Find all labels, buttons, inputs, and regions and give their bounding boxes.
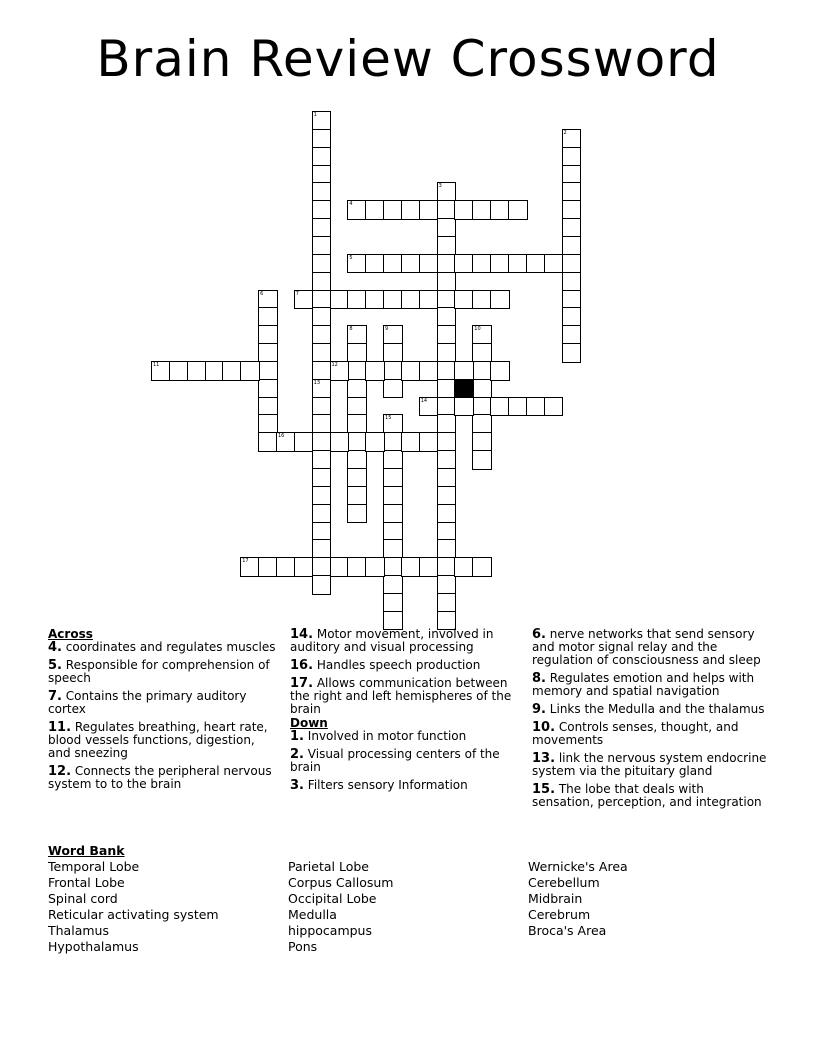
grid-cell[interactable]: [240, 557, 260, 577]
grid-cell[interactable]: [508, 254, 528, 274]
grid-cell[interactable]: [365, 290, 385, 310]
cell-number: 14: [420, 397, 428, 404]
grid-cell[interactable]: [347, 343, 367, 363]
clue-text: Controls senses, thought, and movements: [532, 720, 739, 747]
grid-cell[interactable]: [258, 325, 278, 345]
clue-text: Regulates emotion and helps with memory and spatial navigation: [532, 671, 755, 698]
grid-cell[interactable]: [419, 397, 439, 417]
grid-cell[interactable]: [312, 575, 332, 595]
grid-cell[interactable]: [401, 200, 421, 220]
clue-item: [532, 721, 768, 747]
clue-item: [290, 628, 520, 654]
grid-cell[interactable]: [401, 254, 421, 274]
grid-cell[interactable]: [258, 557, 278, 577]
grid-cell[interactable]: [383, 325, 403, 345]
grid-cell[interactable]: [454, 254, 474, 274]
grid-cell[interactable]: [562, 254, 582, 274]
grid-cell[interactable]: [562, 165, 582, 185]
grid-cell[interactable]: [419, 254, 439, 274]
grid-cell[interactable]: [437, 450, 457, 470]
grid-cell[interactable]: [437, 182, 457, 202]
grid-cell[interactable]: [437, 575, 457, 595]
clue-item: [532, 783, 768, 809]
grid-cell[interactable]: [454, 290, 474, 310]
clue-text: Filters sensory Information: [303, 778, 468, 792]
word-bank-column-2: [288, 859, 393, 955]
clue-text: Connects the peripheral nervous system to to the brain: [48, 764, 272, 791]
grid-cell[interactable]: [258, 414, 278, 434]
cell-number: 3: [438, 183, 442, 190]
black-square: [454, 379, 474, 399]
grid-cell[interactable]: [401, 557, 421, 577]
grid-cell[interactable]: [562, 343, 582, 363]
cell-number: 1: [313, 112, 317, 118]
grid-cell[interactable]: [419, 200, 439, 220]
grid-cell[interactable]: [151, 361, 171, 381]
grid-cell[interactable]: [472, 254, 492, 274]
grid-cell[interactable]: [383, 379, 403, 399]
grid-cell[interactable]: [330, 290, 350, 310]
grid-cell[interactable]: [312, 254, 332, 274]
word-bank-item: Temporal Lobe: [48, 859, 140, 874]
clue-item: [532, 672, 768, 698]
grid-cell[interactable]: [383, 539, 403, 559]
grid-cell[interactable]: [365, 432, 385, 452]
grid-cell[interactable]: [437, 468, 457, 488]
grid-cell[interactable]: [312, 468, 332, 488]
clue-number: 1.: [290, 729, 304, 744]
grid-cell[interactable]: [454, 361, 474, 381]
grid-cell[interactable]: [383, 432, 403, 452]
grid-cell[interactable]: [365, 200, 385, 220]
grid-cell[interactable]: [490, 254, 510, 274]
clue-text: The lobe that deals with sensation, perception, and integration: [532, 782, 762, 809]
clue-text: Regulates breathing, heart rate, blood vessels functions, digestion, and sneezing: [48, 720, 268, 760]
grid-cell[interactable]: [312, 522, 332, 542]
clue-item: [532, 703, 768, 716]
grid-cell[interactable]: [562, 182, 582, 202]
grid-cell[interactable]: [490, 397, 510, 417]
clue-number: 12.: [48, 764, 72, 779]
word-bank-item: Broca's Area: [528, 923, 607, 938]
grid-cell[interactable]: [562, 307, 582, 327]
grid-cell[interactable]: [437, 200, 457, 220]
word-bank-item: Medulla: [288, 907, 337, 922]
grid-cell[interactable]: [347, 397, 367, 417]
clue-number: 11.: [48, 720, 72, 735]
grid-cell[interactable]: [437, 379, 457, 399]
grid-cell[interactable]: [454, 397, 474, 417]
grid-cell[interactable]: [330, 361, 350, 381]
grid-cell[interactable]: [383, 343, 403, 363]
across-header: Across: [48, 627, 93, 641]
grid-cell[interactable]: [472, 557, 492, 577]
grid-cell[interactable]: [312, 361, 332, 381]
word-bank-item: Occipital Lobe: [288, 891, 377, 906]
cell-number: 6: [260, 290, 264, 297]
grid-cell[interactable]: [312, 182, 332, 202]
grid-cell[interactable]: [347, 432, 367, 452]
grid-cell[interactable]: [347, 557, 367, 577]
clue-number: 5.: [48, 658, 62, 673]
grid-cell[interactable]: [472, 361, 492, 381]
clues-column-1: [48, 628, 278, 796]
grid-cell[interactable]: [258, 307, 278, 327]
grid-cell[interactable]: [419, 361, 439, 381]
grid-cell[interactable]: [347, 325, 367, 345]
grid-cell[interactable]: [187, 361, 207, 381]
grid-cell[interactable]: [312, 307, 332, 327]
grid-cell[interactable]: [258, 343, 278, 363]
grid-cell[interactable]: [383, 290, 403, 310]
grid-cell[interactable]: [562, 272, 582, 292]
grid-cell[interactable]: [562, 325, 582, 345]
clue-number: 13.: [532, 751, 556, 766]
cell-number: 7: [295, 290, 299, 297]
word-bank-header: Word Bank: [48, 843, 125, 858]
grid-cell[interactable]: [312, 218, 332, 238]
grid-cell[interactable]: [205, 361, 225, 381]
grid-cell[interactable]: [437, 397, 457, 417]
clue-text: coordinates and regulates muscles: [61, 640, 276, 654]
grid-cell[interactable]: [472, 397, 492, 417]
grid-cell[interactable]: [437, 254, 457, 274]
clue-text: Responsible for comprehension of speech: [48, 658, 270, 685]
grid-cell[interactable]: [312, 111, 332, 131]
grid-cell[interactable]: [526, 254, 546, 274]
clue-number: 10.: [532, 720, 556, 735]
grid-cell[interactable]: [437, 290, 457, 310]
word-bank-item: Corpus Callosum: [288, 875, 394, 890]
grid-cell[interactable]: [419, 557, 439, 577]
grid-cell[interactable]: [294, 557, 314, 577]
word-bank-item: Parietal Lobe: [288, 859, 369, 874]
grid-cell[interactable]: [383, 486, 403, 506]
grid-cell[interactable]: [383, 450, 403, 470]
word-bank-item: Cerebellum: [528, 875, 600, 890]
clue-text: Motor movement, involved in auditory and visual processing: [290, 627, 494, 654]
grid-cell[interactable]: [437, 236, 457, 256]
word-bank-item: Wernicke's Area: [528, 859, 628, 874]
grid-cell[interactable]: [312, 165, 332, 185]
grid-cell[interactable]: [276, 432, 296, 452]
grid-cell[interactable]: [240, 361, 260, 381]
grid-cell[interactable]: [490, 290, 510, 310]
clue-item: [290, 677, 520, 716]
clue-item: [290, 730, 520, 743]
grid-cell[interactable]: [437, 307, 457, 327]
grid-cell[interactable]: [347, 414, 367, 434]
grid-cell[interactable]: [472, 432, 492, 452]
cell-number: 8: [349, 326, 353, 333]
grid-cell[interactable]: [276, 557, 296, 577]
grid-cell[interactable]: [347, 254, 367, 274]
clue-text: link the nervous system endocrine system via the pituitary gland: [532, 751, 767, 778]
word-bank-item: Frontal Lobe: [48, 875, 125, 890]
grid-cell[interactable]: [472, 379, 492, 399]
grid-cell[interactable]: [383, 414, 403, 434]
grid-cell[interactable]: [437, 361, 457, 381]
word-bank-item: Reticular activating system: [48, 907, 219, 922]
grid-cell[interactable]: [437, 325, 457, 345]
grid-cell[interactable]: [490, 200, 510, 220]
grid-cell[interactable]: [562, 129, 582, 149]
grid-cell[interactable]: [437, 539, 457, 559]
grid-cell[interactable]: [419, 432, 439, 452]
word-bank-item: Pons: [288, 939, 318, 954]
cell-number: 17: [242, 558, 249, 565]
cell-number: 15: [385, 415, 392, 422]
grid-cell[interactable]: [562, 218, 582, 238]
cell-number: 13: [313, 379, 321, 386]
clue-item: [48, 641, 278, 654]
grid-cell[interactable]: [312, 272, 332, 292]
clue-item: [48, 721, 278, 760]
grid-cell[interactable]: [312, 200, 332, 220]
grid-cell[interactable]: [365, 361, 385, 381]
grid-cell[interactable]: [437, 522, 457, 542]
word-bank-item: hippocampus: [288, 923, 372, 938]
grid-cell[interactable]: [312, 343, 332, 363]
grid-cell[interactable]: [312, 450, 332, 470]
grid-cell[interactable]: [294, 290, 314, 310]
grid-cell[interactable]: [472, 450, 492, 470]
clue-item: [532, 752, 768, 778]
grid-cell[interactable]: [330, 557, 350, 577]
cell-number: 10: [474, 326, 481, 333]
clue-item: [290, 779, 520, 792]
clue-number: 2.: [290, 747, 304, 762]
clue-item: [290, 748, 520, 774]
clue-text: Involved in motor function: [303, 729, 467, 743]
grid-cell[interactable]: [454, 557, 474, 577]
grid-cell[interactable]: [472, 290, 492, 310]
grid-cell[interactable]: [365, 254, 385, 274]
grid-cell[interactable]: [347, 486, 367, 506]
word-bank: [48, 843, 768, 859]
grid-cell[interactable]: [562, 290, 582, 310]
grid-cell[interactable]: [419, 290, 439, 310]
grid-cell[interactable]: [401, 432, 421, 452]
grid-cell[interactable]: [454, 200, 474, 220]
grid-cell[interactable]: [258, 432, 278, 452]
clue-number: 4.: [48, 640, 62, 655]
grid-cell[interactable]: [472, 200, 492, 220]
grid-cell[interactable]: [312, 504, 332, 524]
cell-number: 16: [277, 433, 285, 440]
grid-cell[interactable]: [222, 361, 242, 381]
grid-cell[interactable]: [312, 397, 332, 417]
grid-cell[interactable]: [383, 522, 403, 542]
grid-cell[interactable]: [312, 414, 332, 434]
grid-cell[interactable]: [347, 468, 367, 488]
cell-number: 11: [153, 361, 160, 368]
grid-cell[interactable]: [312, 539, 332, 559]
clue-text: Contains the primary auditory cortex: [48, 689, 247, 716]
clue-text: Allows communication between the right and left hemispheres of the brain: [290, 676, 512, 716]
grid-cell[interactable]: [508, 200, 528, 220]
grid-cell[interactable]: [401, 361, 421, 381]
grid-cell[interactable]: [312, 486, 332, 506]
grid-cell[interactable]: [258, 361, 278, 381]
grid-cell[interactable]: [312, 379, 332, 399]
grid-cell[interactable]: [347, 290, 367, 310]
grid-cell[interactable]: [401, 290, 421, 310]
word-bank-item: Cerebrum: [528, 907, 591, 922]
cell-number: 9: [385, 326, 389, 333]
grid-cell[interactable]: [562, 236, 582, 256]
grid-cell[interactable]: [526, 397, 546, 417]
page-title: Brain Review Crossword: [96, 30, 720, 88]
clue-number: 8.: [532, 671, 546, 686]
grid-cell[interactable]: [544, 397, 564, 417]
grid-cell[interactable]: [312, 325, 332, 345]
clue-number: 9.: [532, 702, 546, 717]
clue-item: [48, 659, 278, 685]
clue-number: 15.: [532, 782, 556, 797]
grid-cell[interactable]: [258, 397, 278, 417]
grid-cell[interactable]: [347, 450, 367, 470]
grid-cell[interactable]: [347, 379, 367, 399]
grid-cell[interactable]: [383, 361, 403, 381]
cell-number: 5: [349, 254, 353, 261]
clues-column-2: [290, 628, 520, 797]
clue-text: Links the Medulla and the thalamus: [545, 702, 765, 716]
word-bank-item: Hypothalamus: [48, 939, 139, 954]
grid-cell[interactable]: [472, 343, 492, 363]
grid-cell[interactable]: [437, 218, 457, 238]
clue-item: [532, 628, 768, 667]
grid-cell[interactable]: [347, 361, 367, 381]
clue-item: [48, 765, 278, 791]
grid-cell[interactable]: [437, 343, 457, 363]
grid-cell[interactable]: [437, 272, 457, 292]
clue-item: [290, 659, 520, 672]
grid-cell[interactable]: [312, 147, 332, 167]
word-bank-column-3: [528, 859, 628, 939]
grid-cell[interactable]: [472, 325, 492, 345]
grid-cell[interactable]: [312, 557, 332, 577]
clue-number: 3.: [290, 778, 304, 793]
grid-cell[interactable]: [383, 468, 403, 488]
clue-number: 14.: [290, 627, 314, 642]
grid-cell[interactable]: [437, 504, 457, 524]
grid-cell[interactable]: [472, 414, 492, 434]
clues-column-3: [532, 628, 768, 814]
grid-cell[interactable]: [437, 557, 457, 577]
clue-number: 16.: [290, 658, 314, 673]
clue-text: nerve networks that send sensory and motor signal relay and the regulation of consciousness and sleep: [532, 627, 761, 667]
clue-item: [48, 690, 278, 716]
grid-cell[interactable]: [490, 361, 510, 381]
grid-cell[interactable]: [383, 557, 403, 577]
grid-cell[interactable]: [294, 432, 314, 452]
grid-cell[interactable]: [312, 432, 332, 452]
grid-cell[interactable]: [330, 432, 350, 452]
grid-cell[interactable]: [258, 290, 278, 310]
cell-number: 12: [331, 361, 338, 368]
grid-cell[interactable]: [383, 593, 403, 613]
grid-cell[interactable]: [508, 397, 528, 417]
grid-cell[interactable]: [347, 200, 367, 220]
grid-cell[interactable]: [383, 200, 403, 220]
word-bank-column-1: [48, 859, 219, 955]
word-bank-item: Midbrain: [528, 891, 583, 906]
grid-cell[interactable]: [258, 379, 278, 399]
grid-cell[interactable]: [544, 254, 564, 274]
grid-cell[interactable]: [383, 254, 403, 274]
grid-cell[interactable]: [437, 593, 457, 613]
down-header: Down: [290, 716, 328, 730]
grid-cell[interactable]: [312, 129, 332, 149]
grid-cell[interactable]: [562, 200, 582, 220]
grid-cell[interactable]: [347, 504, 367, 524]
clue-number: 17.: [290, 676, 314, 691]
grid-cell[interactable]: [437, 432, 457, 452]
grid-cell[interactable]: [437, 414, 457, 434]
clue-number: 7.: [48, 689, 62, 704]
grid-cell[interactable]: [562, 147, 582, 167]
cell-number: 4: [349, 201, 353, 208]
cell-number: 2: [563, 129, 567, 136]
grid-cell[interactable]: [383, 575, 403, 595]
grid-cell[interactable]: [312, 236, 332, 256]
grid-cell[interactable]: [365, 557, 385, 577]
word-bank-item: Spinal cord: [48, 891, 118, 906]
grid-cell[interactable]: [437, 486, 457, 506]
clue-number: 6.: [532, 627, 546, 642]
clue-text: Visual processing centers of the brain: [290, 747, 500, 774]
clue-text: Handles speech production: [313, 658, 481, 672]
grid-cell[interactable]: [383, 504, 403, 524]
grid-cell[interactable]: [169, 361, 189, 381]
grid-cell[interactable]: [312, 290, 332, 310]
word-bank-item: Thalamus: [48, 923, 109, 938]
